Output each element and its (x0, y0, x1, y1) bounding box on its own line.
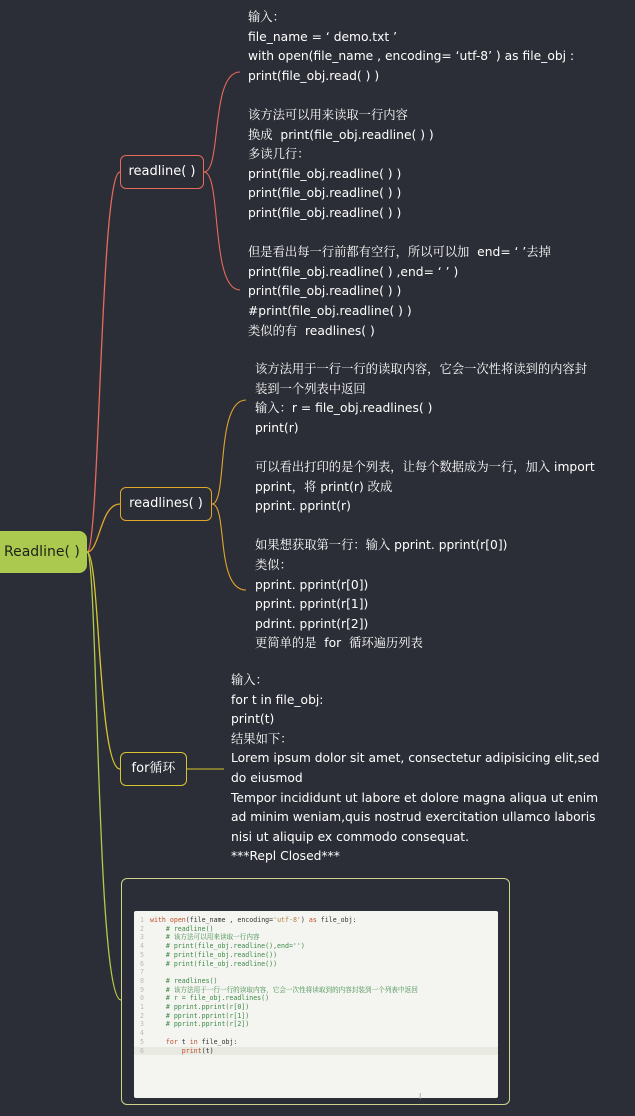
code-text: # print(file_obj.readline()) (150, 950, 278, 959)
code-line (134, 968, 498, 977)
code-text: for t in file_obj: (165, 1037, 238, 1046)
line-number: 1 (140, 1003, 144, 1012)
code-line (134, 933, 498, 942)
text-cursor-icon: I (419, 1092, 422, 1101)
line-number: 7 (140, 968, 144, 977)
code-line (134, 951, 498, 960)
root-node[interactable]: Readline( ) (0, 531, 87, 573)
line-number: 0 (140, 994, 144, 1003)
code-line (134, 1012, 498, 1021)
code-screenshot-node[interactable] (121, 878, 510, 1105)
line-number: 5 (140, 1037, 144, 1046)
line-number: 3 (140, 1020, 144, 1029)
for-loop-node[interactable]: for循环 (120, 752, 187, 786)
line-number: 4 (140, 942, 144, 951)
link-readline-text-bottom (204, 172, 240, 290)
code-line (134, 1038, 498, 1047)
readline-notes: 输入： file_name = ‘ demo.txt ’ with open(file_name , encoding= ‘utf-8’ ) as file_obj : print(file_obj.read( ) ) 该方法可以用来读取一行内容 换成 print(file_obj.readline( ) ) 多读几行： print(file_obj.readline( ) ) print(file_obj.readline( ) ) print(file_obj.readline( ) ) 但是看出每一行前都有空行，所以可以加 end= ‘ ’去掉 print(file_obj.readline( ) ,end= ‘ ’ ) print(file_obj.readline( ) ) #print(file_obj.readline( ) ) 类似的有 readlines( ) (248, 10, 575, 338)
code-editor-image (134, 911, 498, 1098)
code-text: # 该方法用于一行一行的读取内容，它会一次性将读取到的内容封装到一个列表中返回 (150, 985, 418, 994)
code-line (134, 994, 498, 1003)
code-line (134, 960, 498, 969)
link-readline-text-top (204, 72, 240, 172)
line-number: 5 (140, 950, 144, 959)
line-number: 8 (140, 976, 144, 985)
line-number: 6 (140, 959, 144, 968)
line-number: 2 (140, 1011, 144, 1020)
code-text: print(t) (181, 1046, 214, 1055)
code-line (134, 916, 498, 925)
line-number: 6 (140, 1046, 144, 1055)
code-text: # pprint.pprint(r[2]) (150, 1020, 250, 1029)
code-line (134, 977, 498, 986)
code-text: # pprint.pprint(r[1]) (150, 1011, 250, 1020)
link-readlines-text-top (212, 400, 246, 504)
code-line (134, 986, 498, 995)
line-number: 4 (140, 1029, 144, 1038)
readlines-node[interactable]: readlines( ) (120, 487, 212, 521)
code-text: # print(file_obj.readline(),end='') (150, 942, 305, 951)
code-line (134, 1020, 498, 1029)
code-text: # r = file_obj.readlines() (150, 994, 270, 1003)
for-loop-notes: 输入： for t in file_obj: print(t) 结果如下： Lorem ipsum dolor sit amet, consectetur adipisicing elit,sed do eiusmod Tempor incididunt ut labore et dolore magna aliqua ut enim ad minim weniam,quis nostrud exercitation ullamco laboris nisi ut aliquip ex commodo consequat. ***Repl Closed*** (231, 673, 600, 864)
link-readline (87, 172, 120, 552)
code-text: # pprint.pprint(r[0]) (150, 1003, 250, 1012)
code-block (134, 911, 498, 1055)
line-number: 9 (140, 985, 144, 994)
code-line (134, 1047, 498, 1056)
code-text: # readline() (150, 924, 214, 933)
line-number: 1 (140, 916, 144, 924)
readline-node[interactable]: readline( ) (120, 155, 204, 189)
line-number: 2 (140, 924, 144, 933)
readlines-notes: 该方法用于一行一行的读取内容，它会一次性将读到的内容封 装到一个列表中返回 输入：r = file_obj.readlines( ) print(r) 可以看出打印的是个列表，让每个数据成为一行，加入 import pprint，将 print(r) 改成 pprint. pprint(r) 如果想获取第一行：输入 pprint. pprint(r[0]) 类似： pprint. pprint(r[0]) pprint. pprint(r[1]) pdrint. pprint(r[2]) 更简单的是 for 循环遍历列表 (255, 362, 595, 651)
code-text: # readlines() (150, 976, 218, 985)
code-line (134, 942, 498, 951)
code-line (134, 1029, 498, 1038)
line-number: 3 (140, 933, 144, 942)
code-text: # print(file_obj.readline()) (150, 959, 278, 968)
code-text: # 该方法可以用来读取一行内容 (150, 933, 260, 942)
link-readlines-text-bottom (212, 504, 246, 590)
code-line (134, 1003, 498, 1012)
code-text: with open(file_name , encoding='utf-8') as file_obj: (150, 916, 357, 924)
link-screenshot (87, 552, 121, 1000)
